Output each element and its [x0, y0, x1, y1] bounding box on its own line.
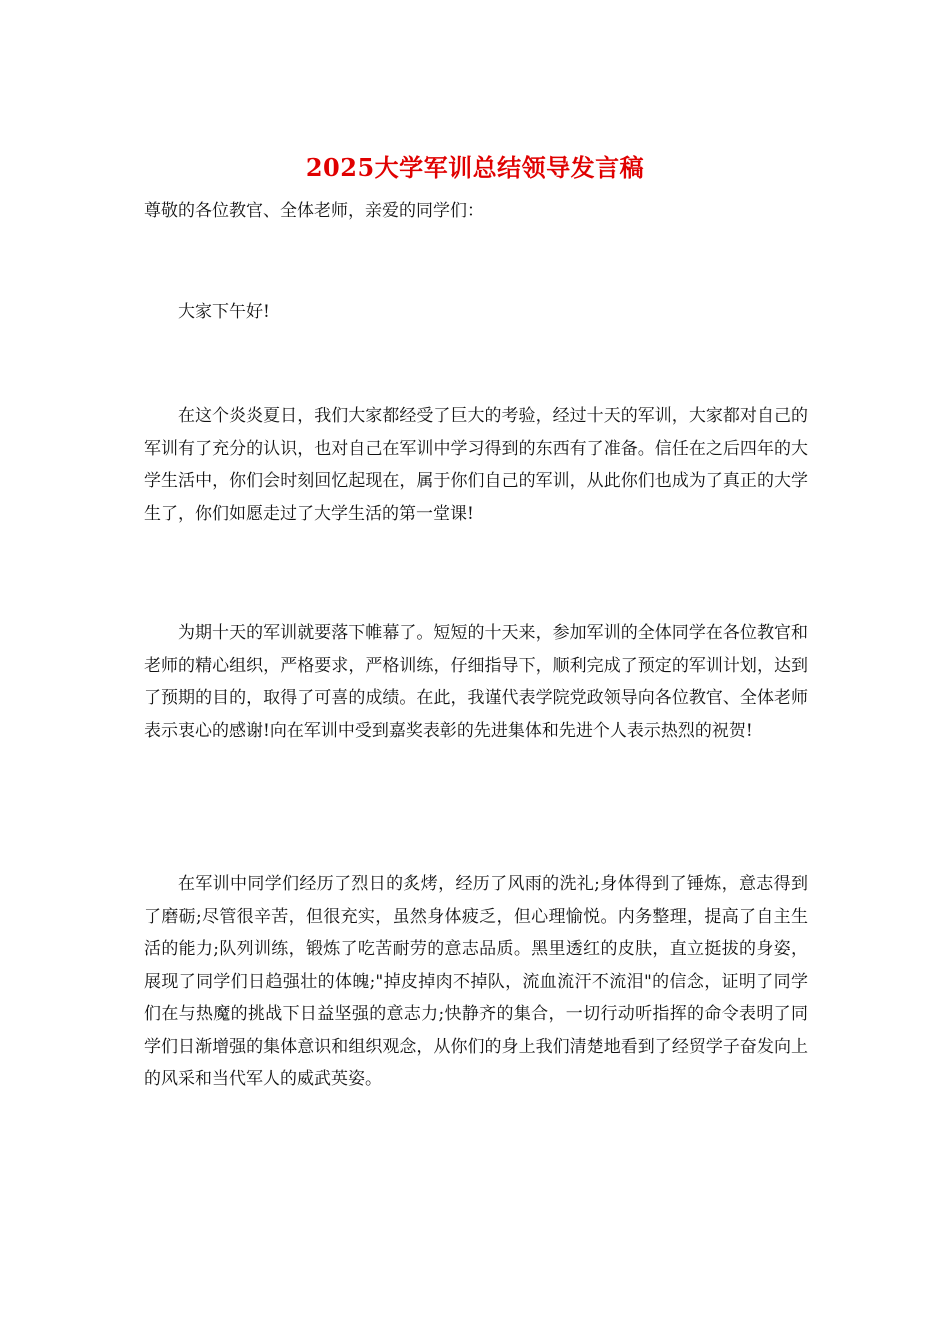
- paragraph: 在这个炎炎夏日，我们大家都经受了巨大的考验，经过十天的军训，大家都对自己的军训有了充分的认识，也对自己在军训中学习得到的东西有了准备。信任在之后四年的大学生活中，你们会时刻回忆起现在，属于你们自己的军训，从此你们也成为了真正的大学生了，你们如愿走过了大学生活的第一堂课!: [144, 406, 808, 524]
- paragraph-greeting: 大家下午好!: [178, 302, 270, 322]
- paragraph: 在军训中同学们经历了烈日的炙烤，经历了风雨的洗礼;身体得到了锤炼，意志得到了磨砺;尽管很辛苦，但很充实，虽然身体疲乏，但心理愉悦。内务整理，提高了自主生活的能力;队列训练，锻炼了吃苦耐劳的意志品质。黑里透红的皮肤，直立挺拔的身姿，展现了同学们日趋强壮的体魄;"掉皮掉肉不掉队，流血流汗不流泪"的信念，证明了同学们在与热魔的挑战下日益坚强的意志力;快静齐的集合，一切行动听指挥的命令表明了同学们日渐增强的集体意识和组织观念，从你们的身上我们清楚地看到了经贸学子奋发向上的风采和当代军人的威武英姿。: [144, 874, 808, 1089]
- document-title: 2025大学军训总结领导发言稿: [305, 153, 645, 182]
- paragraph: 为期十天的军训就要落下帷幕了。短短的十天来，参加军训的全体同学在各位教官和老师的精心组织，严格要求，严格训练，仔细指导下，顺利完成了预定的军训计划，达到了预期的目的，取得了可喜的成绩。在此，我谨代表学院党政领导向各位教官、全体老师表示衷心的感谢!向在军训中受到嘉奖表彰的先进集体和先进个人表示热烈的祝贺!: [144, 623, 808, 741]
- salutation: 尊敬的各位教官、全体老师，亲爱的同学们：: [144, 201, 484, 221]
